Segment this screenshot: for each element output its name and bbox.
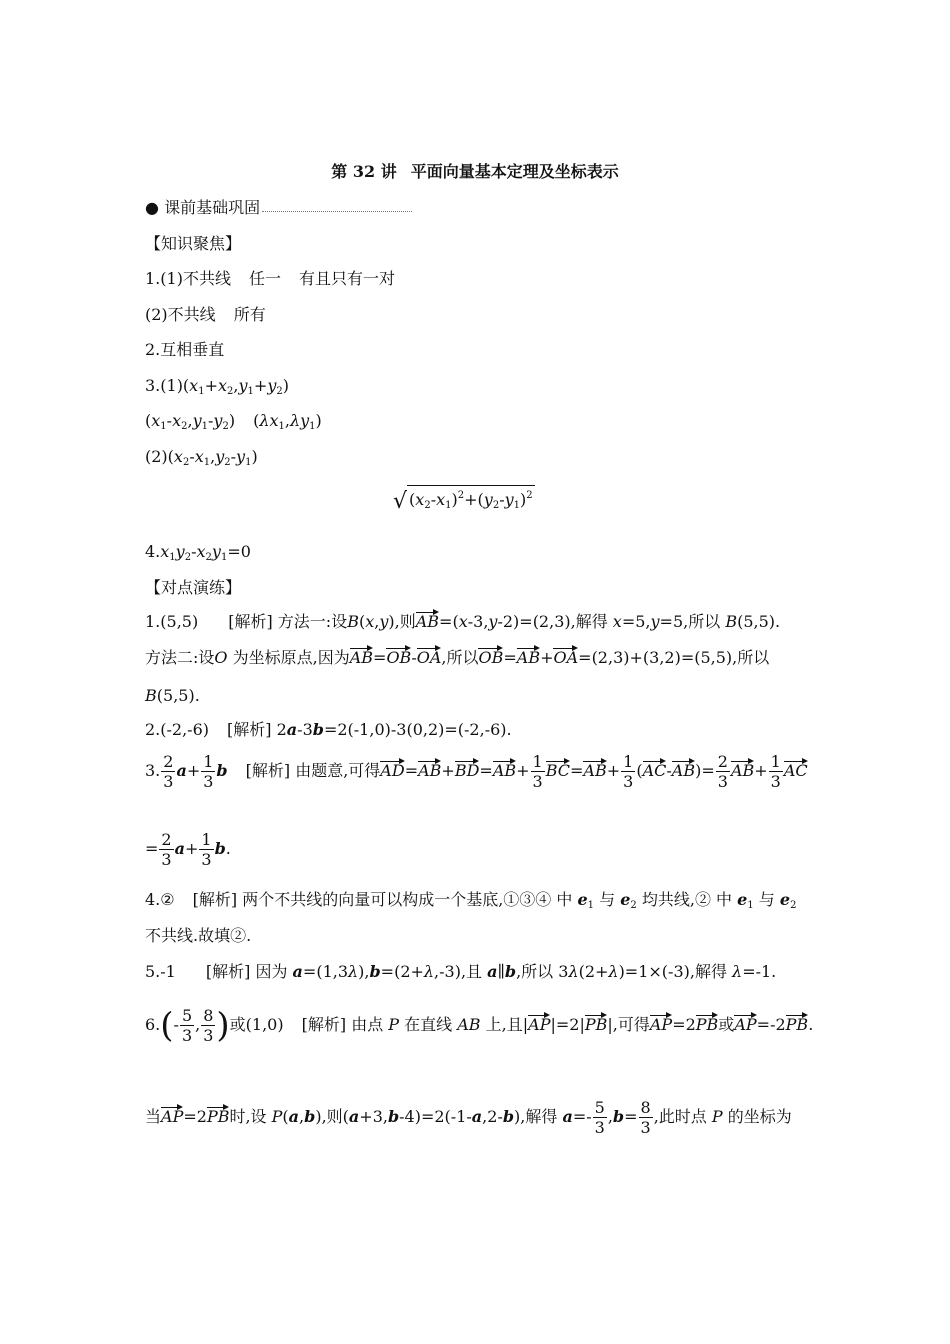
knowledge-line-6: $(2)(x_2-x_1,y_2-y_1)$: [145, 447, 258, 468]
section-label: 课前基础巩固: [164, 198, 261, 217]
practice-1-line-1: 1.(5,5) [解析] 方法一:设B(x,y),则AB=(x-3,y-2)=(2,3),解得 x=5,y=5,所以 B(5,5).: [145, 612, 781, 631]
practice-6-line-1: 6.(- $\frac{5}{3}$ , $\frac{8}{3}$ )或(1,0) [解析] 由点 P 在直线 AB 上,且|AP|=2|PB|,可得AP=2PB或AP=-2PB.: [145, 1005, 814, 1046]
practice-6-line-2: 当AP=2PB时,设 P(a,b),则(a+3,b-4)=2(-1-a,2-b),解得 a=- $\frac{5}{3}$ ,b= $\frac{8}{3}$ ,此时点 P 的坐标为: [145, 1098, 792, 1137]
distance-formula: √ $(x_2-x_1)^2+(y_2-y_1)^2$: [393, 485, 535, 516]
bullet-icon: ●: [145, 198, 159, 217]
practice-5: 5.-1 [解析] 因为 a=(1,3λ),b=(2+λ,-3),且 a∥b,所以 3λ(2+λ)=1×(-3),解得 λ=-1.: [145, 962, 777, 981]
practice-3-line-1: 3. $\frac{2}{3}$ a+ $\frac{1}{3}$ b [解析] 由题意,可得AD=AB+BD=AB+ $\frac{1}{3}$ BC=AB+ $\frac{1}{3}$ (AC-AB)= $\frac{2}{3}$ AB+ $\frac{1}{3}$ AC: [145, 752, 808, 791]
knowledge-line-7: $4.x_1y_2-x_2y_1=0$: [145, 542, 251, 563]
practice-4-line-2: 不共线.故填②.: [145, 926, 252, 945]
practice-3-line-2: = $\frac{2}{3}$ a+ $\frac{1}{3}$ b.: [145, 830, 231, 869]
practice-1-line-3: B(5,5).: [145, 686, 200, 705]
knowledge-line-1: 1.(1)不共线 任一 有且只有一对: [145, 269, 395, 288]
dotted-leader: [262, 199, 412, 212]
knowledge-line-3: 2.互相垂直: [145, 340, 225, 359]
knowledge-line-4: $3.(1)(x_1+x_2,y_1+y_2)$: [145, 376, 289, 397]
practice-1-line-2: 方法二:设O 为坐标原点,因为AB=OB-OA,所以OB=AB+OA=(2,3)+(3,2)=(5,5),所以: [145, 648, 770, 667]
practice-4-line-1: 4.② [解析] 两个不共线的向量可以构成一个基底,①③④ 中 $e_1$ 与 $e_2$ 均共线,② 中 $e_1$ 与 $e_2$: [145, 890, 797, 911]
page-title: 第 32 讲 平面向量基本定理及坐标表示: [331, 162, 619, 181]
practice-2: 2.(-2,-6) [解析] 2a-3b=2(-1,0)-3(0,2)=(-2,-6).: [145, 720, 512, 739]
knowledge-line-5: $(x_1-x_2,y_1-y_2)$ $(\lambda x_1,\lambda y_1)$: [145, 411, 322, 432]
radical-icon: √: [393, 489, 408, 514]
section-header: [145, 196, 412, 220]
knowledge-line-2: (2)不共线 所有: [145, 305, 266, 324]
practice-heading: 【对点演练】: [145, 578, 242, 597]
knowledge-heading: 【知识聚焦】: [145, 234, 242, 253]
